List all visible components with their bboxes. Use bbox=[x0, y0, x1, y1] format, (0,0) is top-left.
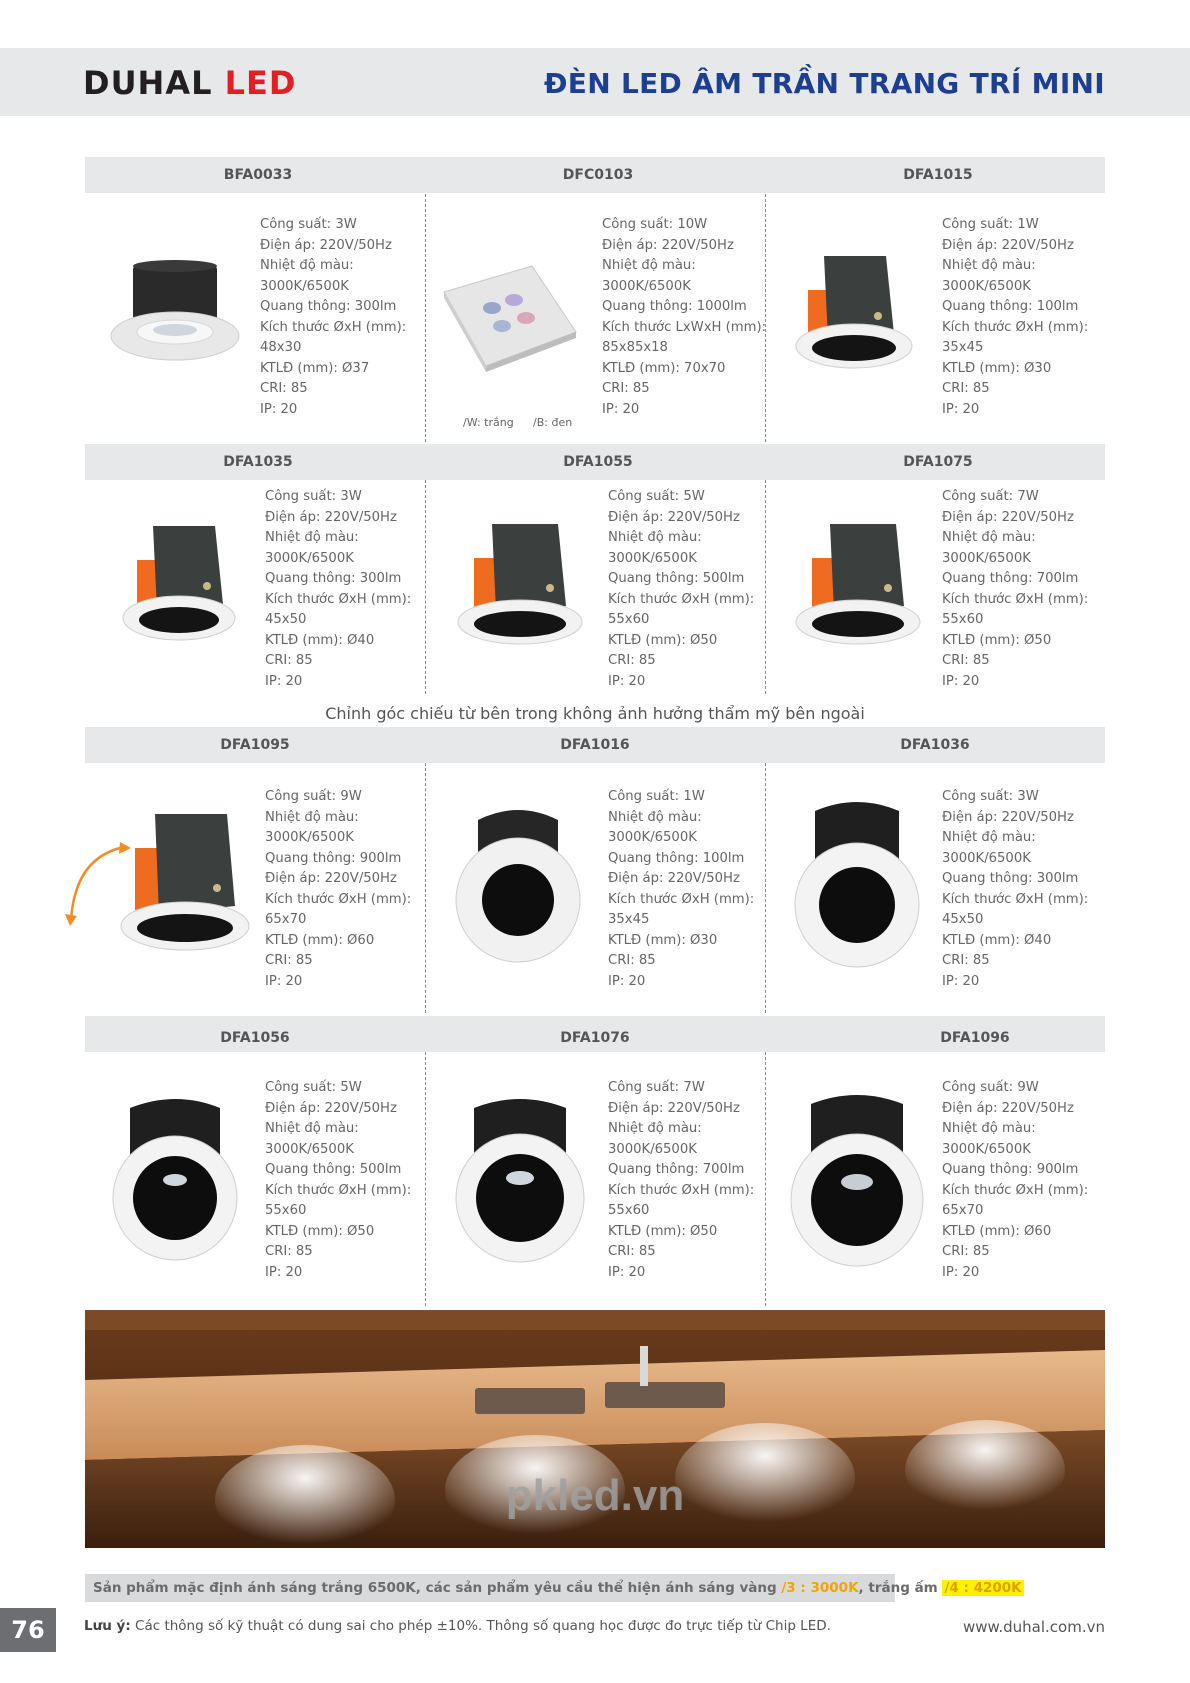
product-code: DFA1075 bbox=[903, 454, 973, 470]
adjust-caption: Chỉnh góc chiếu từ bên trong không ảnh hưởng thẩm mỹ bên ngoài bbox=[325, 704, 865, 723]
spec-list: Công suất: 10W Điện áp: 220V/50Hz Nhiệt độ màu: 3000K/6500K Quang thông: 1000lm Kích thước LxWxH (mm): 85x85x18 KTLĐ (mm): 70x70 CRI: 85 IP: 20 bbox=[602, 217, 767, 417]
product-image-dfa1016 bbox=[448, 800, 588, 965]
product-image-dfa1076 bbox=[450, 1094, 590, 1259]
spec-list: Công suất: 7W Điện áp: 220V/50Hz Nhiệt độ màu: 3000K/6500K Quang thông: 700lm Kích thước ØxH (mm): 55x60 KTLĐ (mm): Ø50 CRI: 85 IP: 20 bbox=[942, 489, 1089, 689]
brand-logo bbox=[83, 64, 296, 102]
product-code: DFA1096 bbox=[940, 1030, 1010, 1046]
column-divider bbox=[765, 1052, 766, 1306]
spec-list: Công suất: 7W Điện áp: 220V/50Hz Nhiệt độ màu: 3000K/6500K Quang thông: 700lm Kích thước ØxH (mm): 55x60 KTLĐ (mm): Ø50 CRI: 85 IP: 20 bbox=[608, 1080, 755, 1280]
product-code: BFA0033 bbox=[223, 167, 293, 183]
product-image-dfa1096 bbox=[785, 1090, 930, 1265]
column-divider bbox=[425, 1052, 426, 1306]
brand-name: DUHAL bbox=[83, 64, 213, 102]
product-code: DFA1076 bbox=[560, 1030, 630, 1046]
page-title: ĐÈN LED ÂM TRẦN TRANG TRÍ MINI bbox=[544, 67, 1105, 100]
product-image-dfa1075 bbox=[788, 518, 928, 648]
column-divider bbox=[425, 763, 426, 1013]
spec-list: Công suất: 5W Điện áp: 220V/50Hz Nhiệt độ màu: 3000K/6500K Quang thông: 500lm Kích thước ØxH (mm): 55x60 KTLĐ (mm): Ø50 CRI: 85 IP: 20 bbox=[608, 489, 755, 689]
product-image-bfa0033 bbox=[105, 258, 245, 368]
brand-led: LED bbox=[224, 64, 297, 102]
product-code: DFA1015 bbox=[903, 167, 973, 183]
product-image-dfa1055 bbox=[450, 518, 590, 648]
kitchen-photo bbox=[85, 1310, 1105, 1548]
spec-list: Công suất: 9W Điện áp: 220V/50Hz Nhiệt độ màu: 3000K/6500K Quang thông: 900lm Kích thước ØxH (mm): 65x70 KTLĐ (mm): Ø60 CRI: 85 IP: 20 bbox=[942, 1080, 1089, 1280]
spec-list: Công suất: 3W Điện áp: 220V/50Hz Nhiệt độ màu: 3000K/6500K Quang thông: 300lm Kích thước ØxH (mm): 45x50 KTLĐ (mm): Ø40 CRI: 85 IP: 20 bbox=[942, 789, 1089, 989]
product-code: DFC0103 bbox=[562, 167, 634, 183]
column-divider bbox=[765, 480, 766, 694]
tolerance-note: Lưu ý: Các thông số kỹ thuật có dung sai cho phép ±10%. Thông số quang học được đo trực tiếp từ Chip LED. bbox=[84, 1618, 831, 1634]
website-link[interactable]: www.duhal.com.vn bbox=[962, 1618, 1105, 1636]
page-number: 76 bbox=[0, 1608, 56, 1652]
product-image-dfa1095 bbox=[65, 810, 250, 960]
product-code: DFA1035 bbox=[223, 454, 293, 470]
product-image-dfc0103 bbox=[440, 262, 580, 372]
default-light-note: Sản phẩm mặc định ánh sáng trắng 6500K, các sản phẩm yêu cầu thể hiện ánh sáng vàng /3 : 3000K, trắng ấm /4 : 4200K bbox=[85, 1574, 895, 1602]
column-divider bbox=[765, 763, 766, 1013]
spec-list: Công suất: 3W Điện áp: 220V/50Hz Nhiệt độ màu: 3000K/6500K Quang thông: 300lm Kích thước ØxH (mm): 48x30 KTLĐ (mm): Ø37 CRI: 85 IP: 20 bbox=[260, 217, 407, 417]
product-image-dfa1036 bbox=[787, 797, 927, 967]
column-divider bbox=[425, 480, 426, 694]
spec-list: Công suất: 9W Nhiệt độ màu: 3000K/6500K Quang thông: 900lm Điện áp: 220V/50Hz Kích thước ØxH (mm): 65x70 KTLĐ (mm): Ø60 CRI: 85 IP: 20 bbox=[265, 789, 412, 989]
product-image-dfa1015 bbox=[788, 250, 918, 375]
spec-list: Công suất: 1W Nhiệt độ màu: 3000K/6500K Quang thông: 100lm Điện áp: 220V/50Hz Kích thước ØxH (mm): 35x45 KTLĐ (mm): Ø30 CRI: 85 IP: 20 bbox=[608, 789, 755, 989]
spec-list: Công suất: 3W Điện áp: 220V/50Hz Nhiệt độ màu: 3000K/6500K Quang thông: 300lm Kích thước ØxH (mm): 45x50 KTLĐ (mm): Ø40 CRI: 85 IP: 20 bbox=[265, 489, 412, 689]
product-code: DFA1016 bbox=[560, 737, 630, 753]
spec-list: Công suất: 5W Điện áp: 220V/50Hz Nhiệt độ màu: 3000K/6500K Quang thông: 500lm Kích thước ØxH (mm): 55x60 KTLĐ (mm): Ø50 CRI: 85 IP: 20 bbox=[265, 1080, 412, 1280]
spec-list: Công suất: 1W Điện áp: 220V/50Hz Nhiệt độ màu: 3000K/6500K Quang thông: 100lm Kích thước ØxH (mm): 35x45 KTLĐ (mm): Ø30 CRI: 85 IP: 20 bbox=[942, 217, 1089, 417]
color-note-black: /B: đen bbox=[533, 416, 573, 429]
color-note-white: /W: trắng bbox=[463, 416, 514, 429]
product-code: DFA1055 bbox=[563, 454, 633, 470]
product-code: DFA1095 bbox=[220, 737, 290, 753]
product-image-dfa1056 bbox=[108, 1094, 243, 1259]
product-image-dfa1035 bbox=[115, 520, 245, 645]
photo-watermark: pkled.vn bbox=[505, 1471, 685, 1520]
product-code: DFA1036 bbox=[900, 737, 970, 753]
product-code: DFA1056 bbox=[220, 1030, 290, 1046]
column-divider bbox=[425, 194, 426, 442]
